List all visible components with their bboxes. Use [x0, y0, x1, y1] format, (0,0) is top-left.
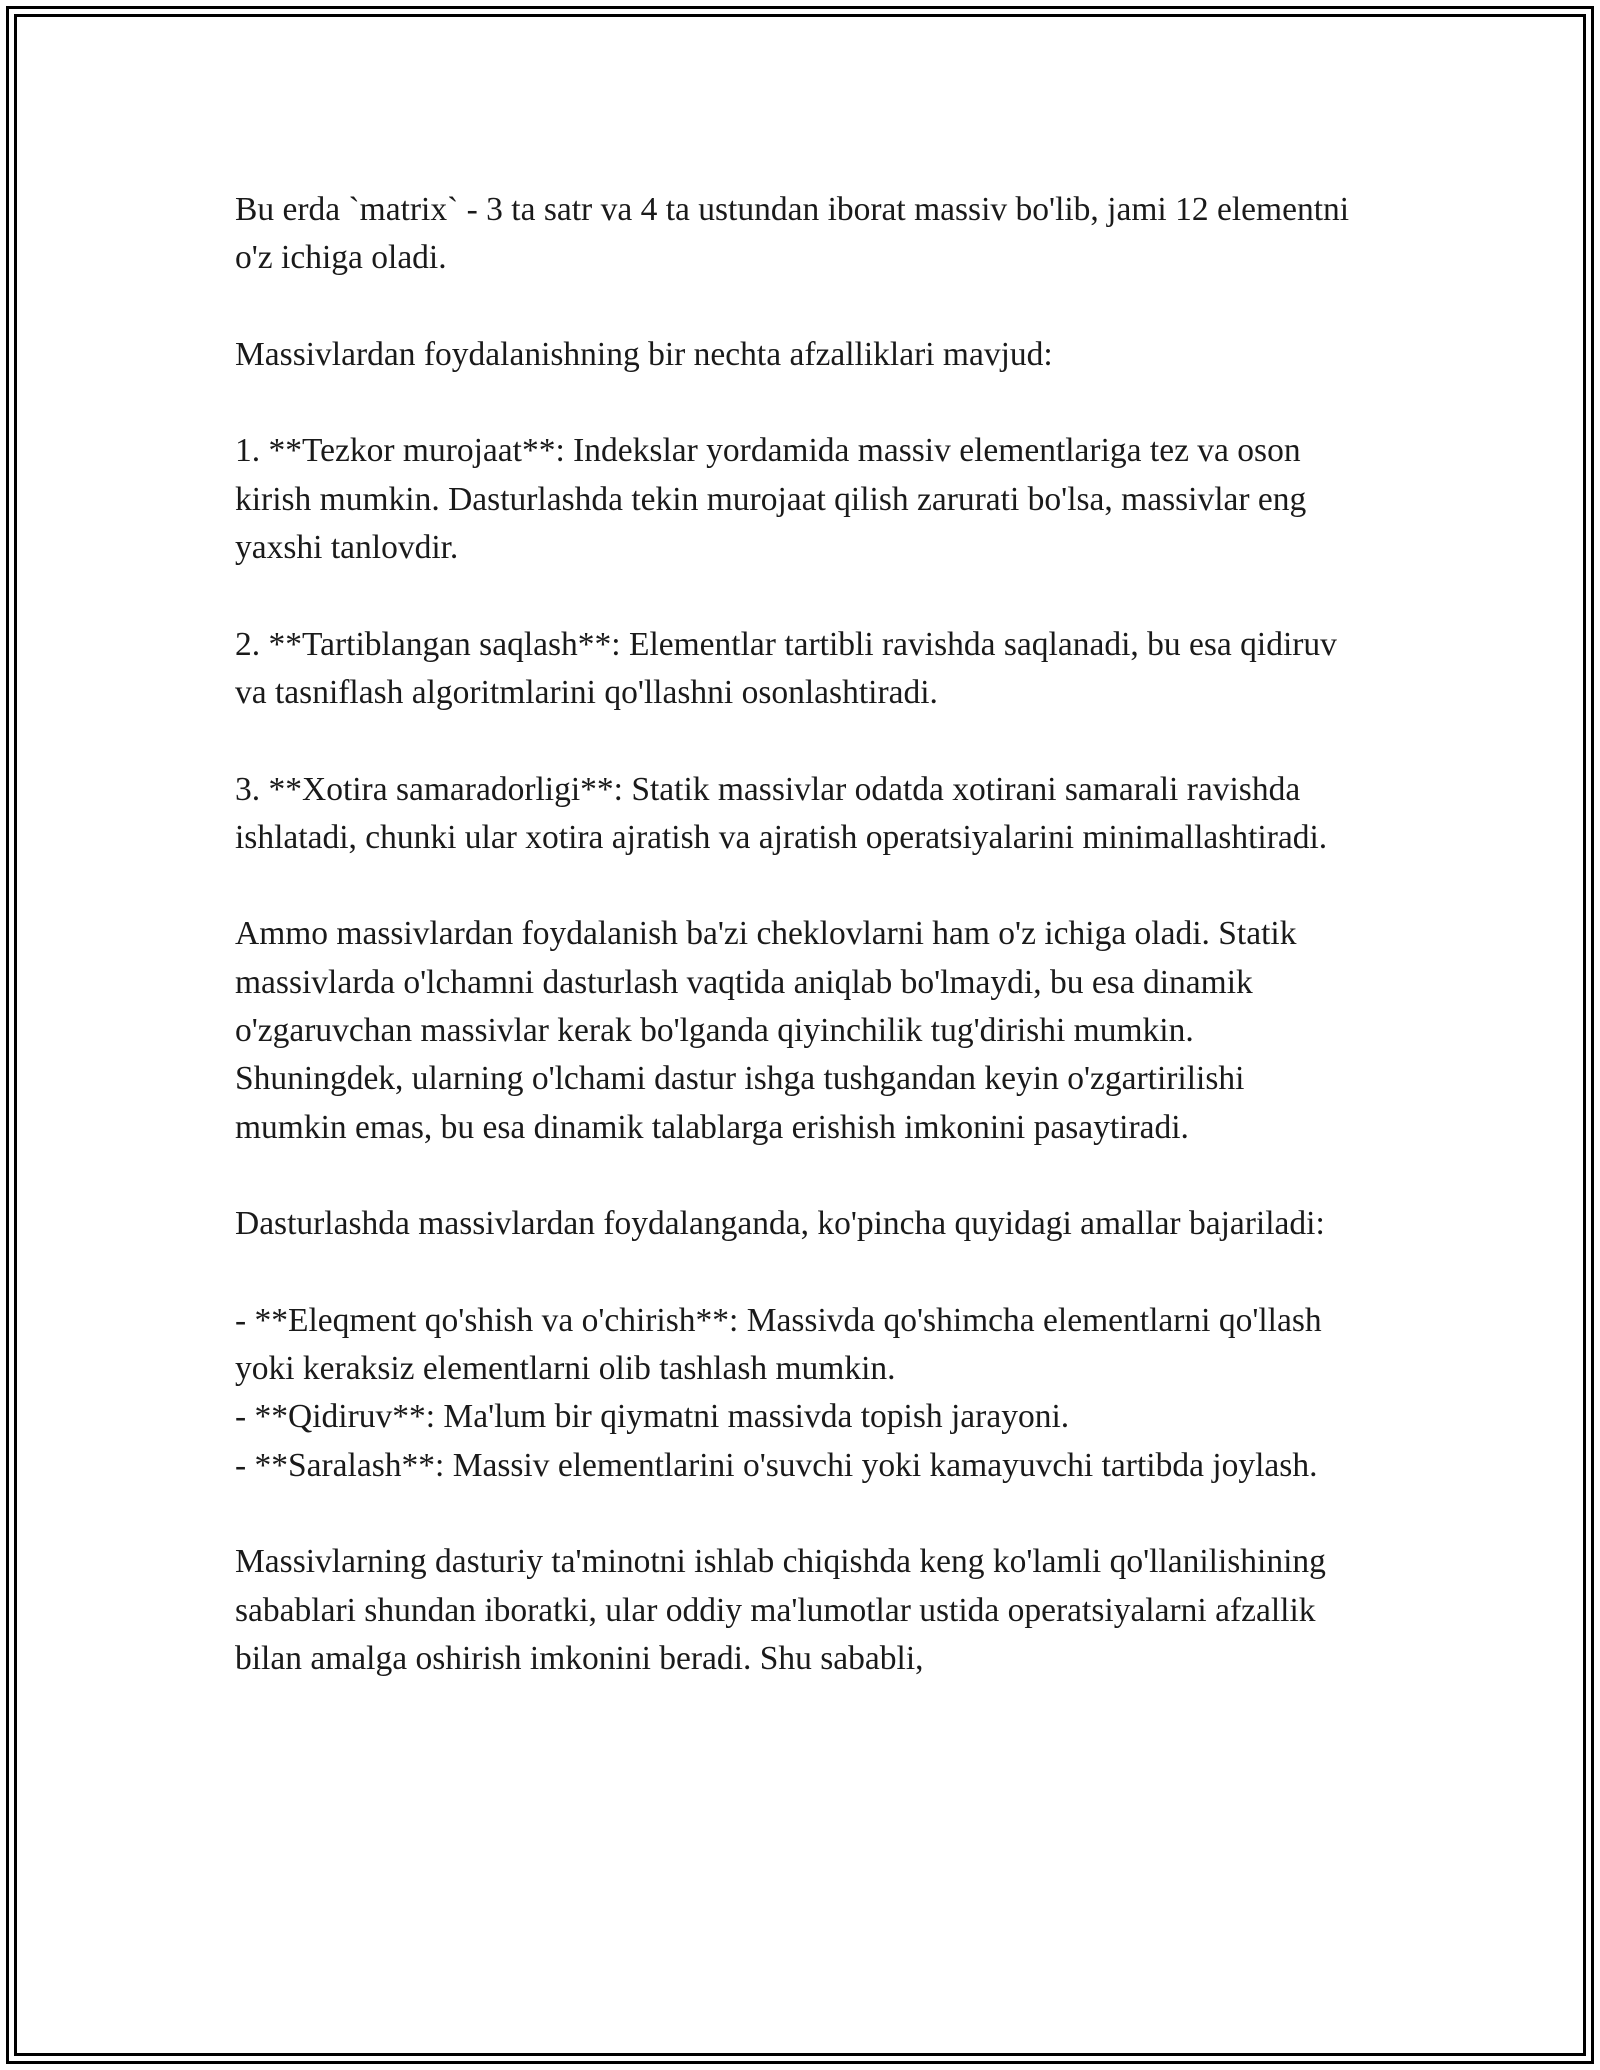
paragraph-limitations: Ammo massivlardan foydalanish ba'zi cheklovlarni ham o'z ichiga oladi. Statik massivlarda o'lchamni dasturlash vaqtida aniqlab bo'lmaydi, bu esa dinamik o'zgaruvchan massivlar kerak bo'lganda qiyinchilik tug'dirishi mumkin. Shuningdek, ularning o'lchami dastur ishga tushgandan keyin o'zgartirilishi mumkin emas, bu esa dinamik talablarga erishish imkonini pasaytiradi.	[235, 915, 1297, 1146]
list-item-ordered-storage: 2. **Tartiblangan saqlash**: Elementlar tartibli ravishda saqlanadi, bu esa qidiruv va tasniflash algoritmlarini qo'llashni osonlashtiradi.	[235, 625, 1337, 711]
bullet-item-sorting: - **Saralash**: Massiv elementlarini o'suvchi yoki kamayuvchi tartibda joylash.	[235, 1446, 1318, 1484]
operations-bullet-list	[235, 1297, 1355, 1490]
bullet-item-search: - **Qidiruv**: Ma'lum bir qiymatni massivda topish jarayoni.	[235, 1398, 1070, 1436]
list-item-fast-access: 1. **Tezkor murojaat**: Indekslar yordamida massiv elementlariga tez va oson kirish mumkin. Dasturlashda tekin murojaat qilish zarurati bo'lsa, massivlar eng yaxshi tanlovdir.	[235, 432, 1307, 567]
paragraph-matrix-description: Bu erda `matrix` - 3 ta satr va 4 ta ustundan iborat massiv bo'lib, jami 12 elementni o'z ichiga oladi.	[235, 191, 1350, 277]
paragraph-operations-intro: Dasturlashda massivlardan foydalanganda, ko'pincha quyidagi amallar bajariladi:	[235, 1205, 1325, 1243]
bullet-item-add-remove: - **Eleqment qo'shish va o'chirish**: Massivda qo'shimcha elementlarni qo'llash yoki keraksiz elementlarni olib tashlash mumkin.	[235, 1301, 1322, 1388]
list-item-memory-efficiency: 3. **Xotira samaradorligi**: Statik massivlar odatda xotirani samarali ravishda ishlatadi, chunki ular xotira ajratish va ajratish operatsiyalarini minimallashtiradi.	[235, 770, 1328, 856]
paragraph-advantages-intro: Massivlardan foydalanishning bir nechta afzalliklari mavjud:	[235, 335, 1053, 373]
document-body	[235, 186, 1355, 1683]
paragraph-closing: Massivlarning dasturiy ta'minotni ishlab chiqishda keng ko'lamli qo'llanilishining sabablari shundan iboratki, ular oddiy ma'lumotlar ustida operatsiyalarni afzallik bilan amalga oshirish imkonini beradi. Shu sababli,	[235, 1543, 1326, 1677]
